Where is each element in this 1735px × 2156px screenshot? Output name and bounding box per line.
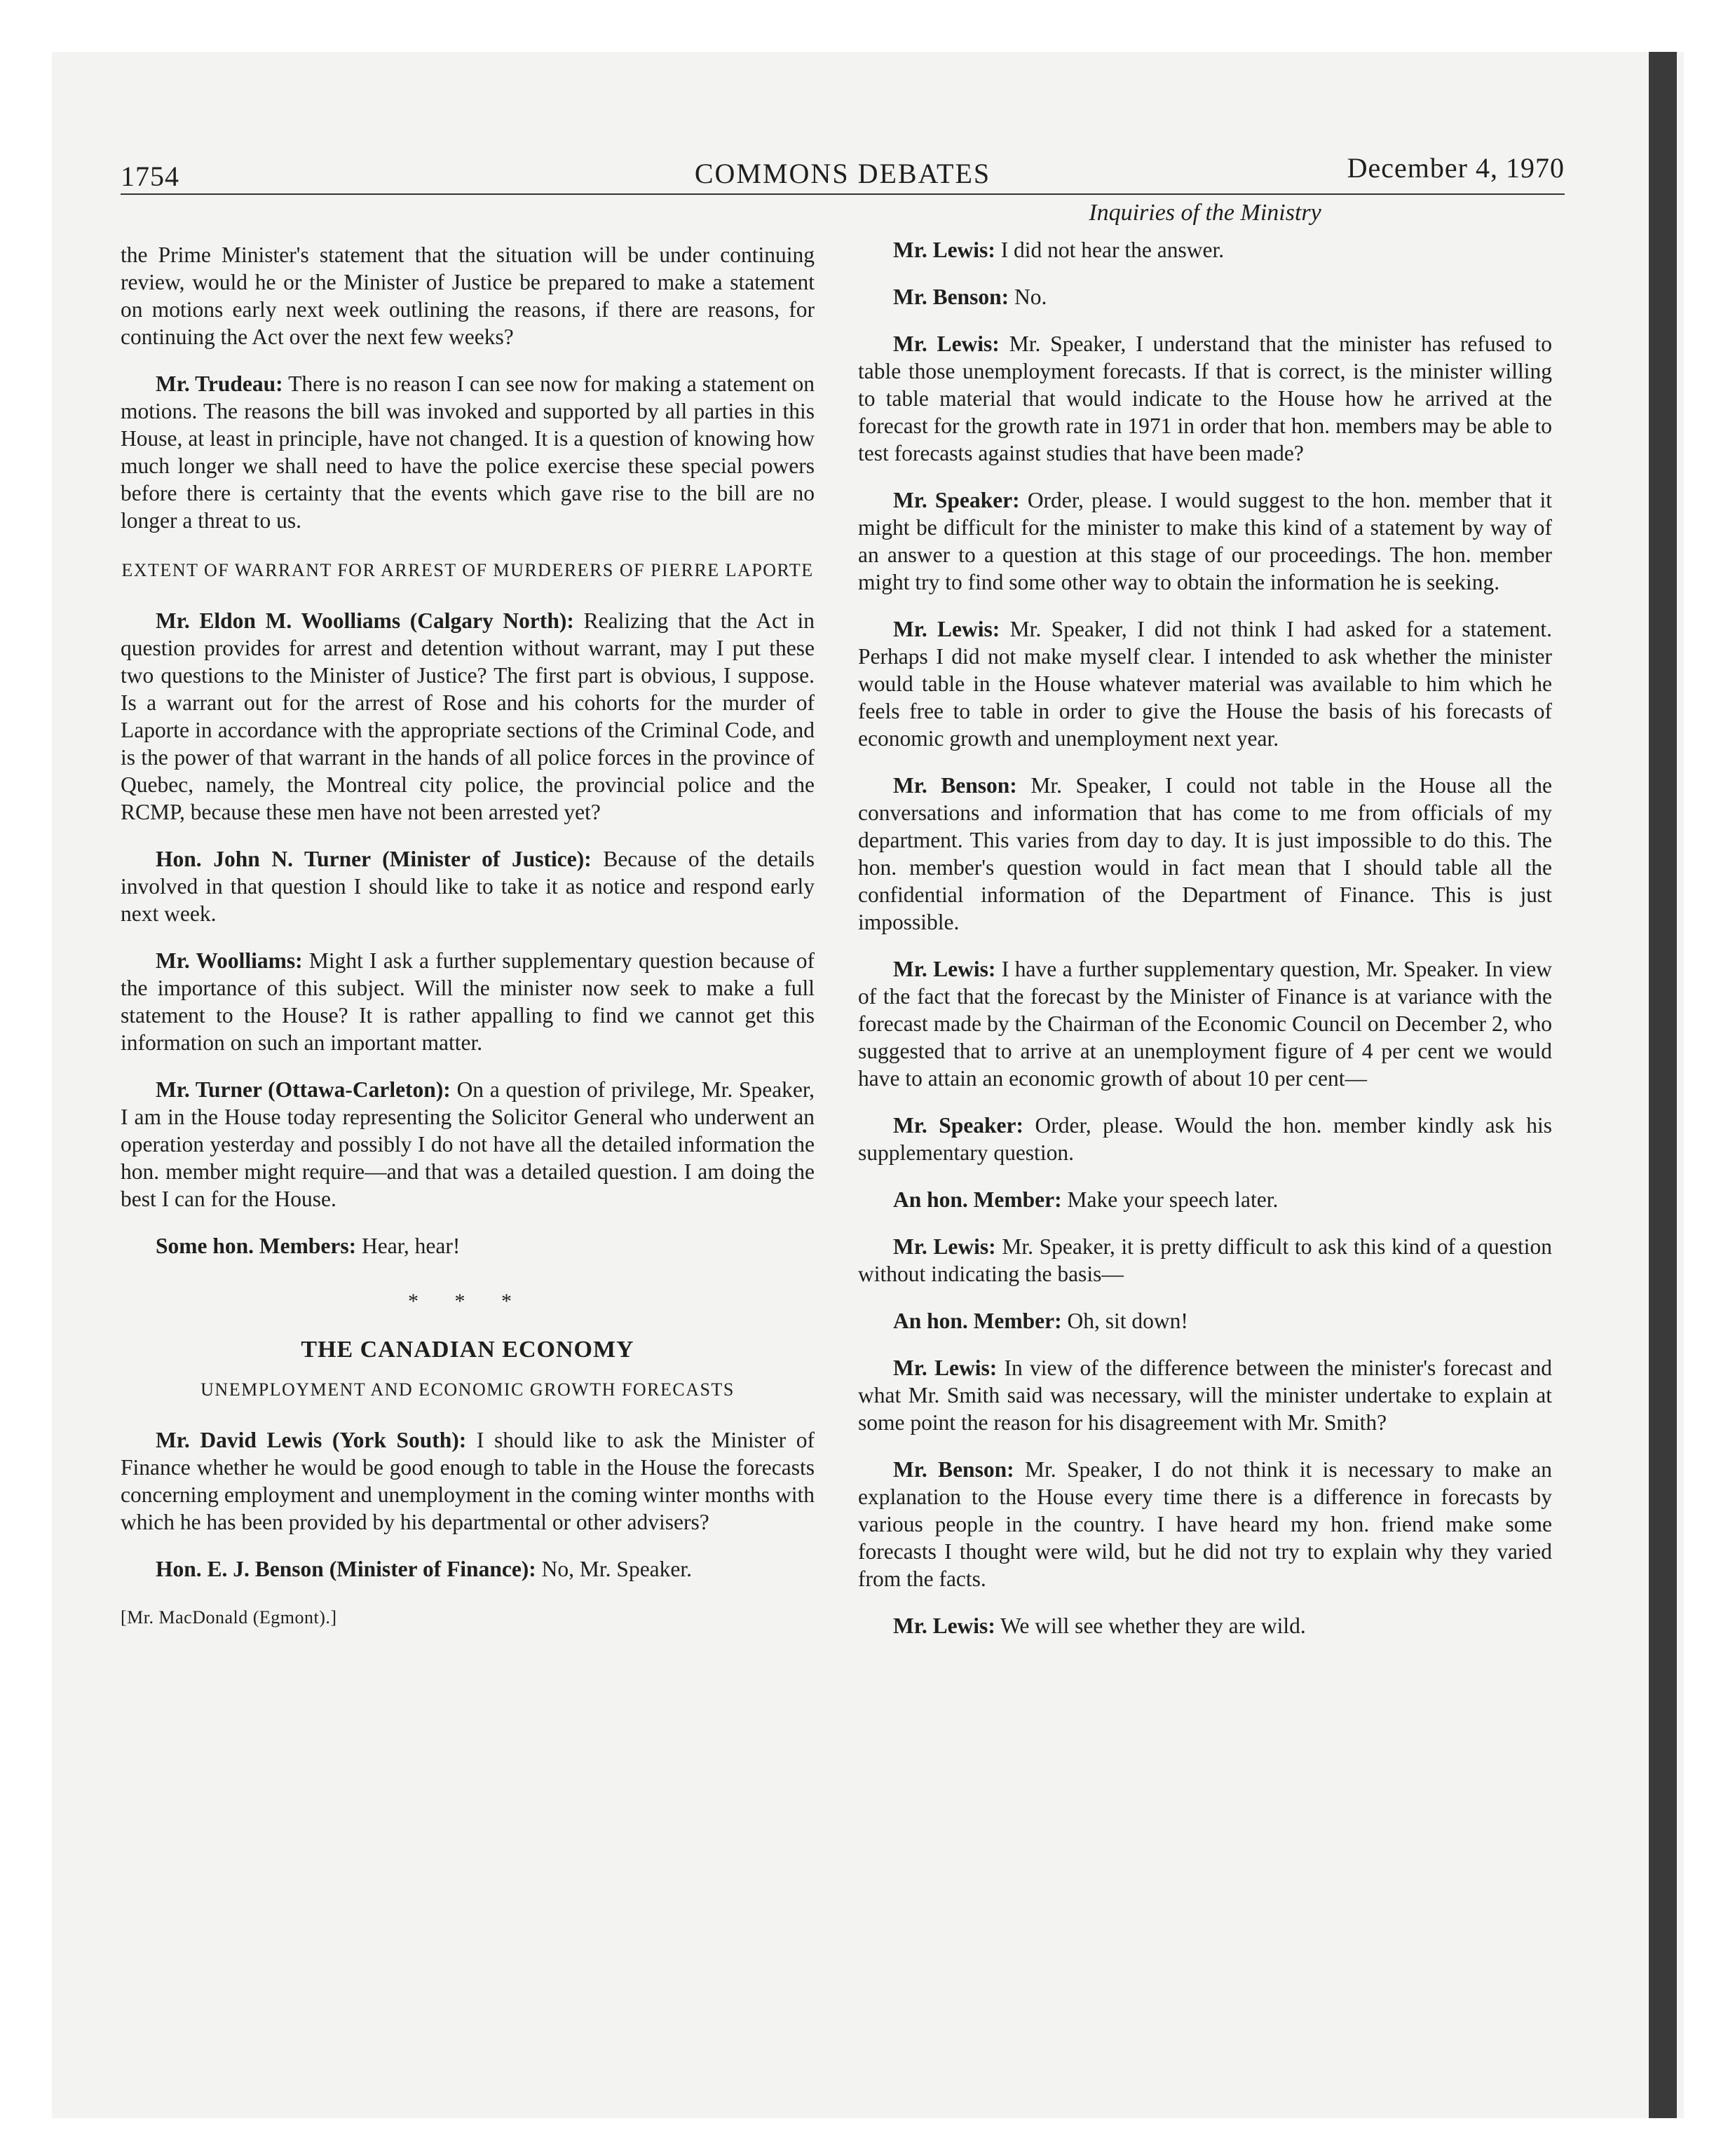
speech-paragraph (858, 236, 1552, 264)
main-heading: THE CANADIAN ECONOMY (301, 1337, 634, 1363)
speaker-name: Mr. Lewis: (893, 1356, 998, 1380)
speech-paragraph (858, 1456, 1552, 1592)
speech-paragraph (858, 1354, 1552, 1436)
scan-binding-edge (1649, 52, 1677, 2118)
speaker-name: Mr. Trudeau: (156, 371, 283, 396)
speech-text: Hear, hear! (361, 1234, 461, 1258)
section-heading: EXTENT OF WARRANT FOR ARREST OF MURDERERS OF PIERRE LAPORTE (121, 560, 814, 580)
speech-paragraph (858, 1112, 1552, 1166)
speech-text: I did not hear the answer. (1000, 238, 1225, 262)
speech-paragraph (858, 330, 1552, 467)
speaker-name: Hon. E. J. Benson (Minister of Finance): (156, 1557, 536, 1581)
speech-paragraph (858, 615, 1552, 752)
speaker-name: Mr. Speaker: (893, 488, 1020, 512)
speaker-name: Hon. John N. Turner (Minister of Justice): (156, 847, 592, 871)
speech-paragraph (121, 607, 815, 826)
speech-text: No. (1014, 285, 1047, 309)
speech-text: In view of the difference between the minister's forecast and what Mr. Smith said was necessary, will the minister undertake to explain at some point the reason for his disagreement with Mr. Smith? (858, 1356, 1552, 1435)
speaker-name: Mr. David Lewis (York South): (156, 1428, 467, 1452)
section-separator: * * * (408, 1290, 527, 1313)
speaker-name: Mr. Benson: (893, 1457, 1014, 1482)
paragraph: the Prime Minister's statement that the situation will be under continuing review, would he or the Minister of Justice be prepared to make a statement on motions early next week outlining the reasons, if there are reasons, for continuing the Act over the next few weeks? (121, 243, 815, 349)
left-column (121, 241, 815, 1631)
page-date: December 4, 1970 (1347, 152, 1565, 184)
speaker-name: Mr. Lewis: (893, 332, 1000, 356)
speech-text: There is no reason I can see now for making a statement on motions. The reasons the bill was invoked and supported by all parties in this House, at least in principle, have not changed. It is a question of knowing how much longer we shall need to have the police exercise these special powers before there is certainty that the events which gave rise to the bill are no longer a threat to us. (121, 371, 815, 533)
speaker-name: An hon. Member: (893, 1187, 1062, 1212)
speaker-name: Mr. Lewis: (893, 238, 995, 262)
speech-paragraph (121, 845, 815, 927)
speech-text: Mr. Speaker, I do not think it is necessary to make an explanation to the House every time there is a difference in forecasts by various people in the country. I have heard my hon. friend make some forecasts I thought were wild, but he did not try to explain why they varied from the facts. (858, 1457, 1552, 1591)
speech-paragraph (858, 283, 1552, 311)
right-column (858, 199, 1552, 1659)
speech-text: Mr. Speaker, I did not think I had asked for a statement. Perhaps I did not make myself clear. I intended to ask whether the minister would table in the House whatever material was available to him which he feels free to table in order to give the House the basis of his forecasts of economic growth and unemployment next year. (858, 617, 1553, 751)
speech-paragraph (858, 772, 1552, 936)
speaker-name: Mr. Lewis: (893, 957, 996, 981)
speech-text: Oh, sit down! (1067, 1309, 1188, 1333)
speech-text: No, Mr. Speaker. (541, 1557, 693, 1581)
speech-text: I have a further supplementary question, Mr. Speaker. In view of the fact that the forecast by the Minister of Finance is at variance with the forecast made by the Chairman of the Economic Council on December 2, who suggested that to arrive at an unemployment figure of 4 per cent we would have to attain an economic growth of about 10 per cent— (858, 957, 1553, 1091)
page-number: 1754 (121, 161, 179, 192)
speech-paragraph (121, 947, 815, 1056)
speech-text: Mr. Speaker, I could not table in the House all the conversations and information that has come to me from officials of my department. This varies from day to day. It is just impossible to do this. The hon. member's question would in fact mean that I should table all the confidential information of the Department of Finance. This is just impossible. (858, 773, 1552, 934)
speaker-name: Mr. Benson: (893, 285, 1009, 309)
speech-text: Mr. Speaker, I understand that the minister has refused to table those unemployment forecasts. If that is correct, is the minister willing to table material that would indicate to the House how he arrived at the forecast for the growth rate in 1971 in order that hon. members may be able to test forecasts against studies that have been made? (858, 332, 1553, 465)
speech-paragraph (858, 1233, 1552, 1288)
speech-paragraph (121, 1232, 815, 1260)
speaker-name: Mr. Speaker: (893, 1113, 1023, 1138)
speech-paragraph (121, 1076, 815, 1213)
speech-text: Mr. Speaker, it is pretty difficult to ask this kind of a question without indicating the basis— (858, 1234, 1553, 1286)
speech-text: Make your speech later. (1067, 1187, 1279, 1212)
speech-text: On a question of privilege, Mr. Speaker, I am in the House today representing the Solicitor General who underwent an operation yesterday and possibly I do not have all the detailed information the hon. member might require—and that was a detailed question. I am doing the best I can for the House. (121, 1077, 815, 1211)
speaker-name: Mr. Lewis: (893, 617, 1000, 641)
sub-heading: UNEMPLOYMENT AND ECONOMIC GROWTH FORECASTS (200, 1379, 735, 1400)
speech-paragraph (858, 955, 1552, 1092)
speech-text: We will see whether they are wild. (1000, 1613, 1306, 1638)
speaker-name: Mr. Lewis: (893, 1234, 996, 1259)
speaker-name: Mr. Eldon M. Woolliams (Calgary North): (156, 608, 574, 633)
speech-paragraph (858, 1186, 1552, 1213)
publication-title: COMMONS DEBATES (694, 158, 991, 189)
speech-text: Order, please. Would the hon. member kindly ask his supplementary question. (858, 1113, 1553, 1165)
speaker-name: Some hon. Members: (156, 1234, 357, 1258)
speech-paragraph (858, 1612, 1552, 1639)
speech-paragraph (858, 486, 1552, 596)
speaker-name: Mr. Lewis: (893, 1613, 995, 1638)
speech-paragraph (121, 1555, 815, 1583)
running-head: Inquiries of the Ministry (1089, 200, 1321, 226)
speaker-name: Mr. Turner (Ottawa-Carleton): (156, 1077, 451, 1102)
speech-text: Because of the details involved in that question I should like to take it as notice and respond early next week. (121, 847, 815, 926)
speech-text: Realizing that the Act in question provides for arrest and detention without warrant, may I put these two questions to the Minister of Justice? The first part is obvious, I suppose. Is a warrant out for the arrest of Rose and his cohorts for the murder of Laporte in accordance with the appropriate sections of the Criminal Code, and is the power of that warrant in the hands of all police forces in the province of Quebec, namely, the Montreal city police, the provincial police and the RCMP, because these men have not been arrested yet? (121, 608, 815, 824)
speech-paragraph (121, 370, 815, 534)
speech-text: I should like to ask the Minister of Finance whether he would be good enough to table in the House the forecasts concerning employment and unemployment in the coming winter months with which he has been provided by his departmental or other advisers? (121, 1428, 815, 1534)
speaker-name: Mr. Woolliams: (156, 948, 303, 973)
speaker-name: Mr. Benson: (893, 773, 1017, 798)
speech-text: Might I ask a further supplementary question because of the importance of this subject. Will the minister now seek to make a full statement to the House? It is rather appalling to find we cannot get this information on such an important matter. (121, 948, 815, 1055)
page-header (121, 149, 1565, 195)
speaker-name: An hon. Member: (893, 1309, 1062, 1333)
hansard-page (121, 149, 1565, 1638)
speaker-footnote: [Mr. MacDonald (Egmont).] (121, 1607, 337, 1628)
speech-paragraph (121, 1426, 815, 1536)
speech-text: Order, please. I would suggest to the hon. member that it might be difficult for the minister to make this kind of a statement by way of an answer to a question at this stage of our proceedings. The hon. member might try to find some other way to obtain the information he is seeking. (858, 488, 1553, 594)
speech-paragraph (858, 1307, 1552, 1335)
